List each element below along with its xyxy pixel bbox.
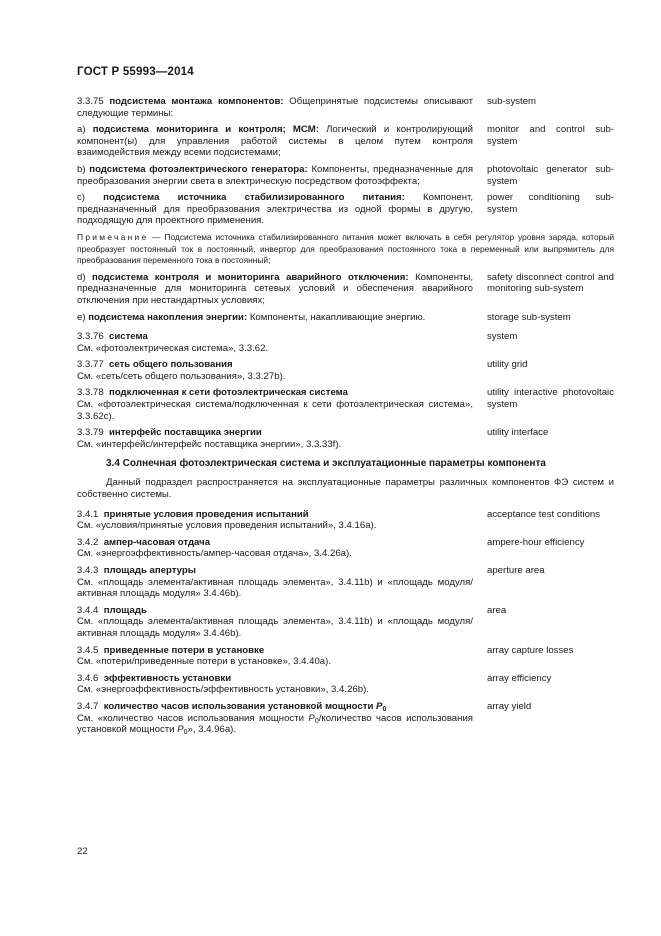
term-en: storage sub-system — [487, 311, 571, 323]
definition-ru: 3.4.3 площадь апертуры См. «площадь элемента/активная площадь элемента», 3.4.11b) и «площадь модуля/активная площадь модуля» 3.4.46b). — [77, 565, 473, 600]
definition-ru: 3.4.4 площадь См. «площадь элемента/активная площадь элемента», 3.4.11b) и «площадь модуля/активная площадь модуля» 3.4.46b). — [77, 604, 473, 639]
definition-entry — [77, 673, 614, 696]
page-content — [77, 96, 614, 736]
section-intro: Данный подраздел распространяется на эксплуатационные параметры различных компонентов ФЭ систем и собственно системы. — [77, 477, 614, 501]
definition-entry — [77, 427, 614, 450]
term-ru: c) подсистема источника стабилизированного питания: Компонент, предназначенный для преобразования электричества из одной формы в другую, подходящую для проектного применения. — [77, 192, 473, 227]
term-en: monitor and control sub-system — [487, 124, 614, 147]
term-entry — [77, 312, 614, 324]
definition-ru: 3.3.78 подключенная к сети фотоэлектрическая система См. «фотоэлектрическая система/подключенная к сети фотоэлектрическая система», 3.3.62c). — [77, 387, 473, 422]
definition-ru: 3.3.77 сеть общего пользования См. «сеть/сеть общего пользования», 3.3.27b). — [77, 359, 286, 382]
definition-en: utility interface — [487, 427, 549, 439]
definition-en: array capture losses — [487, 644, 574, 656]
definition-entry — [77, 387, 614, 422]
definition-ru: 3.4.1 принятые условия проведения испытаний См. «условия/принятые условия проведения испытаний», 3.4.16a). — [77, 508, 377, 532]
definition-en: aperture area — [487, 565, 545, 576]
definition-entry — [77, 565, 614, 600]
definition-en: array efficiency — [487, 672, 552, 684]
definition-ru: 3.3.76 система См. «фотоэлектрическая система», 3.3.62. — [77, 331, 269, 354]
definition-entry — [77, 331, 614, 354]
term-ru: b) подсистема фотоэлектрического генератора: Компоненты, предназначенные для преобразования энергии света в электрическую посредством фотоэффекта; — [77, 163, 474, 187]
definition-entry — [77, 701, 614, 736]
definition-en: area — [487, 604, 507, 616]
definition-entry — [77, 605, 614, 640]
term-ru: 3.3.75 подсистема монтажа компонентов: Общепринятые подсистемы описывают следующие термины: — [77, 96, 474, 119]
definition-ru: 3.4.2 ампер-часовая отдача См. «энергоэффективность/ампер-часовая отдача», 3.4.26a). — [77, 536, 352, 560]
term-ru: d) подсистема контроля и мониторинга аварийного отключения: Компоненты, предназначенные для мониторинга сетевых условий и обеспечения аварийного отключения при нестандартных условиях; — [77, 271, 473, 306]
term-en: photovoltaic generator sub-system — [487, 163, 614, 187]
definition-en: utility grid — [487, 359, 528, 371]
definition-entry — [77, 359, 614, 382]
note — [77, 232, 614, 267]
definition-ru: 3.3.79 интерфейс поставщика энергии См. «интерфейс/интерфейс поставщика энергии», 3.3.33f). — [77, 427, 342, 450]
term-entry — [77, 272, 614, 307]
definition-en: ampere-hour efficiency — [487, 536, 585, 548]
definition-entry — [77, 537, 614, 560]
definition-en: acceptance test conditions — [487, 508, 601, 520]
section-heading: 3.4 Солнечная фотоэлектрическая система и эксплуатационные параметры компонента — [106, 458, 546, 470]
term-entry — [77, 164, 614, 187]
definition-en: system — [487, 331, 518, 343]
definition-ru: 3.4.5 приведенные потери в установке См. «потери/приведенные потери в установке», 3.4.40a). — [77, 644, 331, 668]
term-entry — [77, 124, 614, 159]
definition-en: utility interactive photovoltaic system — [487, 387, 614, 411]
definition-ru: 3.4.7 количество часов использования установкой мощности $P_0$ См. «количество часов использования мощности $P_0$/количество часов использования установкой мощности $P_0$», 3.4.96a). — [77, 700, 473, 737]
definition-entry — [77, 645, 614, 668]
definition-en: array yield — [487, 700, 532, 712]
term-entry — [77, 96, 614, 119]
term-ru: a) подсистема мониторинга и контроля; МСМ: Логический и контролирующий компонент(ы) для управления работой системы в целом путем контроля взаимодействия между всеми подсистемами; — [77, 124, 473, 159]
note-label: Примечание — [77, 231, 149, 242]
standard-header: ГОСТ Р 55993—2014 — [77, 66, 194, 78]
note-text: — Подсистема источника стабилизированного питания может включать в себя регулятор уровня заряда, который преобразует постоянный ток в постоянный, инвертор для преобразования постоянного тока в переменный или выпрямитель для преобразования переменного тока в постоянный; — [77, 231, 615, 266]
definition-entry — [77, 509, 614, 532]
term-entry — [77, 192, 614, 227]
term-en: sub-system — [487, 96, 537, 107]
definition-ru: 3.4.6 эффективность установки См. «энергоэффективность/эффективность установки», 3.4.26b). — [77, 672, 369, 696]
term-en: power conditioning sub-system — [487, 192, 614, 215]
term-ru: e) подсистема накопления энергии: Компоненты, накапливающие энергию. — [77, 311, 426, 323]
page-number: 22 — [77, 846, 88, 857]
term-en: safety disconnect control and monitoring sub-system — [487, 271, 614, 295]
